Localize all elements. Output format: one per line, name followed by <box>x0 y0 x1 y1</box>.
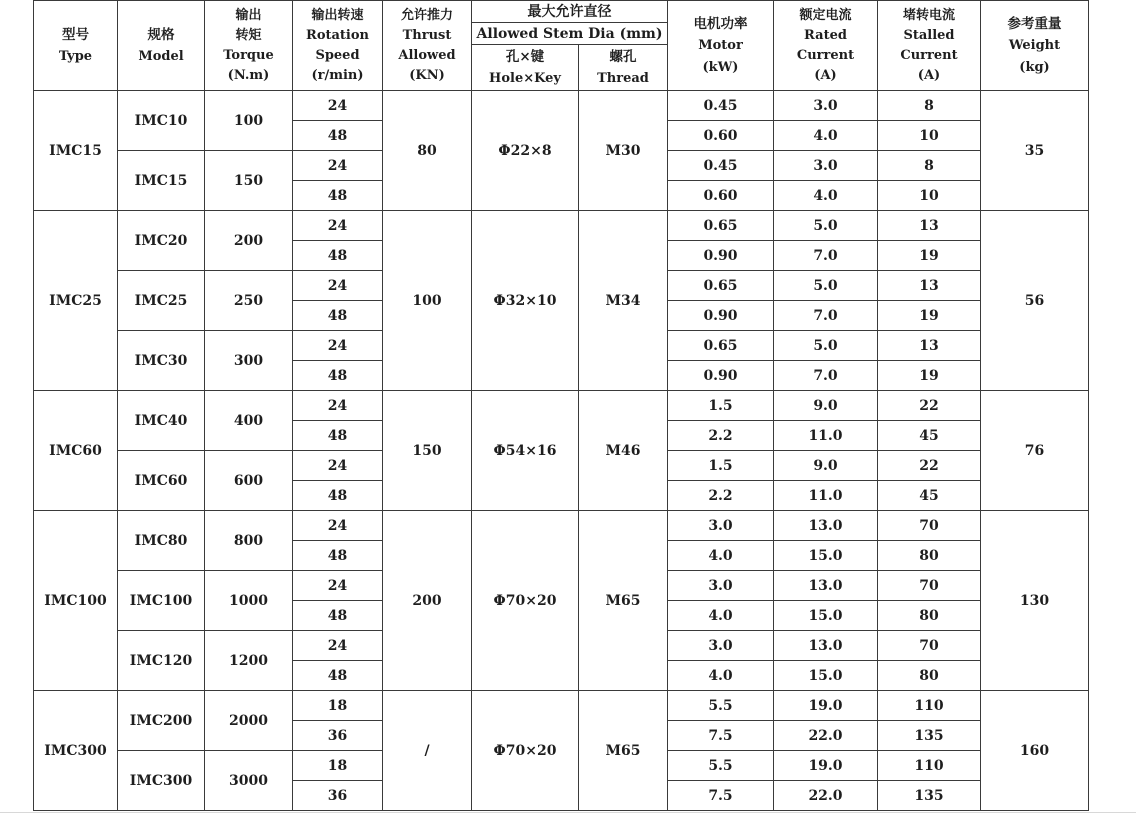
torque-cell: 2000 <box>205 691 293 751</box>
motor-power-cell: 5.5 <box>668 751 774 781</box>
motor-power-cell: 0.90 <box>668 241 774 271</box>
rated-current-cell: 9.0 <box>774 391 878 421</box>
stalled-current-cell: 135 <box>878 781 981 811</box>
model-cell: IMC20 <box>118 211 205 271</box>
speed-cell: 48 <box>293 481 383 511</box>
stalled-current-cell: 13 <box>878 211 981 241</box>
model-cell: IMC15 <box>118 151 205 211</box>
motor-power-cell: 0.65 <box>668 331 774 361</box>
table-header <box>34 1 1089 91</box>
type-cell: IMC25 <box>34 211 118 391</box>
header-motor <box>668 1 774 91</box>
motor-power-cell: 4.0 <box>668 661 774 691</box>
torque-cell: 3000 <box>205 751 293 811</box>
header-torque-en1: Torque <box>223 47 274 63</box>
header-stalled-en3: (A) <box>917 67 941 83</box>
stalled-current-cell: 135 <box>878 721 981 751</box>
weight-cell: 130 <box>981 511 1089 691</box>
rated-current-cell: 7.0 <box>774 301 878 331</box>
table-body <box>34 91 1089 811</box>
stalled-current-cell: 80 <box>878 661 981 691</box>
rated-current-cell: 4.0 <box>774 121 878 151</box>
rated-current-cell: 7.0 <box>774 361 878 391</box>
type-cell: IMC60 <box>34 391 118 511</box>
torque-cell: 1200 <box>205 631 293 691</box>
header-hole-en: Hole×Key <box>489 70 561 86</box>
header-weight <box>981 1 1089 91</box>
speed-cell: 24 <box>293 571 383 601</box>
header-torque-zh2: 转矩 <box>235 27 262 43</box>
model-cell: IMC80 <box>118 511 205 571</box>
thrust-cell: 100 <box>383 211 472 391</box>
stalled-current-cell: 70 <box>878 511 981 541</box>
header-thrust-zh: 允许推力 <box>400 7 453 23</box>
rated-current-cell: 13.0 <box>774 571 878 601</box>
header-hole <box>472 45 579 91</box>
stalled-current-cell: 45 <box>878 421 981 451</box>
stalled-current-cell: 22 <box>878 391 981 421</box>
stalled-current-cell: 13 <box>878 271 981 301</box>
speed-cell: 24 <box>293 631 383 661</box>
torque-cell: 250 <box>205 271 293 331</box>
header-speed-zh: 输出转速 <box>311 7 364 23</box>
thrust-cell: 80 <box>383 91 472 211</box>
rated-current-cell: 7.0 <box>774 241 878 271</box>
header-rated-en2: Current <box>796 47 855 63</box>
type-cell: IMC300 <box>34 691 118 811</box>
spec-sheet <box>33 0 1088 812</box>
motor-power-cell: 3.0 <box>668 511 774 541</box>
torque-cell: 600 <box>205 451 293 511</box>
motor-power-cell: 7.5 <box>668 721 774 751</box>
stalled-current-cell: 80 <box>878 541 981 571</box>
stalled-current-cell: 10 <box>878 121 981 151</box>
weight-cell: 160 <box>981 691 1089 811</box>
rated-current-cell: 9.0 <box>774 451 878 481</box>
rated-current-cell: 19.0 <box>774 691 878 721</box>
model-cell: IMC200 <box>118 691 205 751</box>
stalled-current-cell: 10 <box>878 181 981 211</box>
model-cell: IMC300 <box>118 751 205 811</box>
header-speed-en2: Speed <box>315 47 360 63</box>
stalled-current-cell: 110 <box>878 751 981 781</box>
header-motor-en2: (kW) <box>702 59 739 75</box>
speed-cell: 48 <box>293 661 383 691</box>
header-weight-zh: 参考重量 <box>1007 15 1062 32</box>
rated-current-cell: 5.0 <box>774 211 878 241</box>
header-thread-en: Thread <box>597 70 649 86</box>
page-bottom-divider <box>0 812 1136 813</box>
speed-cell: 24 <box>293 151 383 181</box>
header-type-en: Type <box>58 48 93 64</box>
header-model-en: Model <box>138 48 184 64</box>
motor-power-cell: 0.45 <box>668 91 774 121</box>
stalled-current-cell: 70 <box>878 631 981 661</box>
stalled-current-cell: 19 <box>878 361 981 391</box>
torque-cell: 100 <box>205 91 293 151</box>
rated-current-cell: 22.0 <box>774 781 878 811</box>
stalled-current-cell: 13 <box>878 331 981 361</box>
hole-key-cell: Φ22×8 <box>472 91 579 211</box>
table-row <box>34 91 1089 121</box>
header-weight-en1: Weight <box>1008 37 1061 53</box>
hole-key-cell: Φ32×10 <box>472 211 579 391</box>
speed-cell: 18 <box>293 751 383 781</box>
rated-current-cell: 5.0 <box>774 331 878 361</box>
model-cell: IMC100 <box>118 571 205 631</box>
thrust-cell: 200 <box>383 511 472 691</box>
header-rated-en3: (A) <box>814 67 837 83</box>
model-cell: IMC40 <box>118 391 205 451</box>
motor-power-cell: 0.45 <box>668 151 774 181</box>
stalled-current-cell: 8 <box>878 151 981 181</box>
rated-current-cell: 11.0 <box>774 481 878 511</box>
rated-current-cell: 13.0 <box>774 631 878 661</box>
weight-cell: 35 <box>981 91 1089 211</box>
torque-cell: 400 <box>205 391 293 451</box>
rated-current-cell: 13.0 <box>774 511 878 541</box>
torque-cell: 800 <box>205 511 293 571</box>
speed-cell: 36 <box>293 721 383 751</box>
motor-power-cell: 0.90 <box>668 301 774 331</box>
header-thrust-en1: Thrust <box>402 27 452 43</box>
header-stalled-en1: Stalled <box>903 27 955 43</box>
model-cell: IMC10 <box>118 91 205 151</box>
thread-cell: M65 <box>579 511 668 691</box>
motor-power-cell: 2.2 <box>668 481 774 511</box>
speed-cell: 48 <box>293 421 383 451</box>
motor-power-cell: 4.0 <box>668 601 774 631</box>
table-row <box>34 691 1089 721</box>
actuator-spec-table <box>33 0 1089 811</box>
thread-cell: M34 <box>579 211 668 391</box>
motor-power-cell: 0.90 <box>668 361 774 391</box>
header-thrust-en2: Allowed <box>398 47 456 63</box>
stalled-current-cell: 22 <box>878 451 981 481</box>
speed-cell: 48 <box>293 361 383 391</box>
hole-key-cell: Φ70×20 <box>472 511 579 691</box>
torque-cell: 200 <box>205 211 293 271</box>
header-speed-en1: Rotation <box>306 27 369 43</box>
motor-power-cell: 3.0 <box>668 631 774 661</box>
speed-cell: 24 <box>293 391 383 421</box>
rated-current-cell: 15.0 <box>774 601 878 631</box>
speed-cell: 48 <box>293 541 383 571</box>
speed-cell: 48 <box>293 241 383 271</box>
header-stalled-zh: 堵转电流 <box>902 7 955 23</box>
thrust-cell: 150 <box>383 391 472 511</box>
motor-power-cell: 0.65 <box>668 211 774 241</box>
header-model <box>118 1 205 91</box>
header-motor-en1: Motor <box>698 37 743 53</box>
speed-cell: 18 <box>293 691 383 721</box>
header-thread-zh: 螺孔 <box>609 48 637 65</box>
speed-cell: 24 <box>293 511 383 541</box>
header-model-zh: 规格 <box>147 26 175 43</box>
speed-cell: 24 <box>293 271 383 301</box>
model-cell: IMC60 <box>118 451 205 511</box>
rated-current-cell: 11.0 <box>774 421 878 451</box>
motor-power-cell: 0.65 <box>668 271 774 301</box>
stalled-current-cell: 70 <box>878 571 981 601</box>
motor-power-cell: 7.5 <box>668 781 774 811</box>
torque-cell: 150 <box>205 151 293 211</box>
model-cell: IMC25 <box>118 271 205 331</box>
motor-power-cell: 0.60 <box>668 181 774 211</box>
speed-cell: 36 <box>293 781 383 811</box>
rated-current-cell: 19.0 <box>774 751 878 781</box>
torque-cell: 300 <box>205 331 293 391</box>
header-stalled-en2: Current <box>900 47 958 63</box>
thrust-cell: / <box>383 691 472 811</box>
model-cell: IMC120 <box>118 631 205 691</box>
header-type <box>34 1 118 91</box>
rated-current-cell: 3.0 <box>774 91 878 121</box>
header-torque <box>205 1 293 91</box>
stalled-current-cell: 19 <box>878 241 981 271</box>
hole-key-cell: Φ70×20 <box>472 691 579 811</box>
header-rated <box>774 1 878 91</box>
rated-current-cell: 15.0 <box>774 661 878 691</box>
weight-cell: 76 <box>981 391 1089 511</box>
table-row <box>34 211 1089 241</box>
rated-current-cell: 15.0 <box>774 541 878 571</box>
stalled-current-cell: 80 <box>878 601 981 631</box>
rated-current-cell: 5.0 <box>774 271 878 301</box>
stalled-current-cell: 19 <box>878 301 981 331</box>
thread-cell: M46 <box>579 391 668 511</box>
rated-current-cell: 22.0 <box>774 721 878 751</box>
speed-cell: 48 <box>293 301 383 331</box>
rated-current-cell: 3.0 <box>774 151 878 181</box>
header-rated-en1: Rated <box>804 27 847 43</box>
speed-cell: 48 <box>293 181 383 211</box>
thread-cell: M30 <box>579 91 668 211</box>
motor-power-cell: 2.2 <box>668 421 774 451</box>
speed-cell: 24 <box>293 331 383 361</box>
motor-power-cell: 1.5 <box>668 391 774 421</box>
speed-cell: 48 <box>293 121 383 151</box>
stalled-current-cell: 8 <box>878 91 981 121</box>
header-rated-zh: 额定电流 <box>799 7 852 23</box>
motor-power-cell: 3.0 <box>668 571 774 601</box>
header-thrust <box>383 1 472 91</box>
header-thrust-en3: (KN) <box>409 67 445 83</box>
thread-cell: M65 <box>579 691 668 811</box>
stalled-current-cell: 110 <box>878 691 981 721</box>
hole-key-cell: Φ54×16 <box>472 391 579 511</box>
rated-current-cell: 4.0 <box>774 181 878 211</box>
speed-cell: 24 <box>293 451 383 481</box>
torque-cell: 1000 <box>205 571 293 631</box>
motor-power-cell: 1.5 <box>668 451 774 481</box>
header-weight-en2: (kg) <box>1019 59 1050 75</box>
speed-cell: 24 <box>293 211 383 241</box>
header-stalled <box>878 1 981 91</box>
header-speed <box>293 1 383 91</box>
header-stem-zh: 最大允许直径 <box>472 1 668 23</box>
table-row <box>34 511 1089 541</box>
header-type-zh: 型号 <box>62 26 89 43</box>
motor-power-cell: 0.60 <box>668 121 774 151</box>
weight-cell: 56 <box>981 211 1089 391</box>
table-row <box>34 391 1089 421</box>
header-torque-en2: (N.m) <box>227 67 270 83</box>
model-cell: IMC30 <box>118 331 205 391</box>
speed-cell: 24 <box>293 91 383 121</box>
header-hole-zh: 孔×键 <box>505 48 545 65</box>
stalled-current-cell: 45 <box>878 481 981 511</box>
header-torque-zh1: 输出 <box>235 7 262 23</box>
motor-power-cell: 5.5 <box>668 691 774 721</box>
header-speed-en3: (r/min) <box>311 67 364 83</box>
type-cell: IMC100 <box>34 511 118 691</box>
type-cell: IMC15 <box>34 91 118 211</box>
speed-cell: 48 <box>293 601 383 631</box>
header-motor-zh: 电机功率 <box>693 15 748 32</box>
header-thread <box>579 45 668 91</box>
motor-power-cell: 4.0 <box>668 541 774 571</box>
header-stem-en: Allowed Stem Dia (mm) <box>472 23 668 45</box>
